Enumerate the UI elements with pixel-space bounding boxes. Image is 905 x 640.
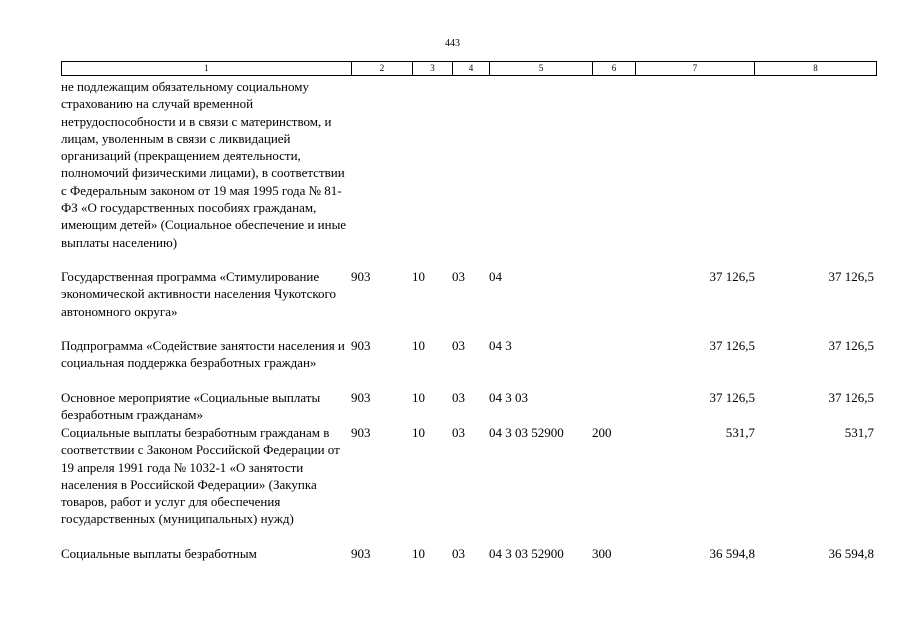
header-col-4: 4	[453, 62, 490, 76]
row-col-4: 03	[452, 269, 465, 284]
row-col-4: 03	[452, 546, 465, 561]
row-col-2: 903	[351, 338, 371, 353]
row-col-5: 04 3	[489, 338, 512, 353]
row-description: Социальные выплаты безработным	[61, 546, 257, 561]
header-col-7: 7	[636, 62, 755, 76]
header-col-6: 6	[593, 62, 636, 76]
header-col-3: 3	[413, 62, 453, 76]
header-col-5: 5	[490, 62, 593, 76]
header-col-8: 8	[755, 62, 877, 76]
row-col-8: 37 126,5	[828, 390, 874, 405]
row-description: Государственная программа «Стимулирование экономической активности населения Чукотского автономного округа»	[61, 269, 337, 319]
row-col-5: 04 3 03 52900	[489, 425, 564, 440]
row-col-7: 36 594,8	[709, 546, 755, 561]
row-col-4: 03	[452, 425, 465, 440]
row-col-3: 10	[412, 425, 425, 440]
row-col-8: 531,7	[844, 425, 874, 440]
row-col-3: 10	[412, 338, 425, 353]
row-col-8: 37 126,5	[828, 338, 874, 353]
row-col-4: 03	[452, 390, 465, 405]
header-col-1: 1	[62, 62, 352, 76]
row-col-5: 04 3 03 52900	[489, 546, 564, 561]
header-col-2: 2	[352, 62, 413, 76]
row-col-2: 903	[351, 546, 371, 561]
row-col-6: 300	[592, 546, 612, 561]
row-col-5: 04 3 03	[489, 390, 528, 405]
row-col-7: 37 126,5	[709, 269, 755, 284]
row-description: Социальные выплаты безработным гражданам в соответствии с Законом Российской Федерации от 19 апреля 1991 года № 1032-1 «О занятости населения в Российской Федерации» (Закупка товаров, работ и услуг для обеспечения государственных (муниципальных) нужд)	[61, 425, 340, 527]
row-col-3: 10	[412, 546, 425, 561]
row-col-8: 36 594,8	[828, 546, 874, 561]
row-description: Подпрограмма «Содействие занятости населения и социальная поддержка безработных граждан»	[61, 338, 345, 371]
row-description: Основное мероприятие «Социальные выплаты безработным гражданам»	[61, 390, 321, 423]
row-col-6: 200	[592, 425, 612, 440]
row-description: не подлежащим обязательному социальному страхованию на случай временной нетрудоспособности и в связи с материнством, и лицам, уволенным в связи с ликвидацией организаций (прекращением деятельности, полномочий физическими лицами), в соответствии с Федеральным законом от 19 мая 1995 года № 81- ФЗ «О государственных пособиях гражданам, имеющим детей» (Социальное обеспечение и иные выплаты населению)	[61, 79, 347, 250]
row-col-5: 04	[489, 269, 502, 284]
row-col-4: 03	[452, 338, 465, 353]
row-col-2: 903	[351, 269, 371, 284]
row-col-7: 37 126,5	[709, 390, 755, 405]
row-col-8: 37 126,5	[828, 269, 874, 284]
row-col-3: 10	[412, 269, 425, 284]
column-number-header	[61, 61, 877, 76]
row-col-3: 10	[412, 390, 425, 405]
row-col-7: 37 126,5	[709, 338, 755, 353]
row-col-2: 903	[351, 425, 371, 440]
row-col-2: 903	[351, 390, 371, 405]
page-number: 443	[445, 38, 460, 49]
row-col-7: 531,7	[725, 425, 755, 440]
